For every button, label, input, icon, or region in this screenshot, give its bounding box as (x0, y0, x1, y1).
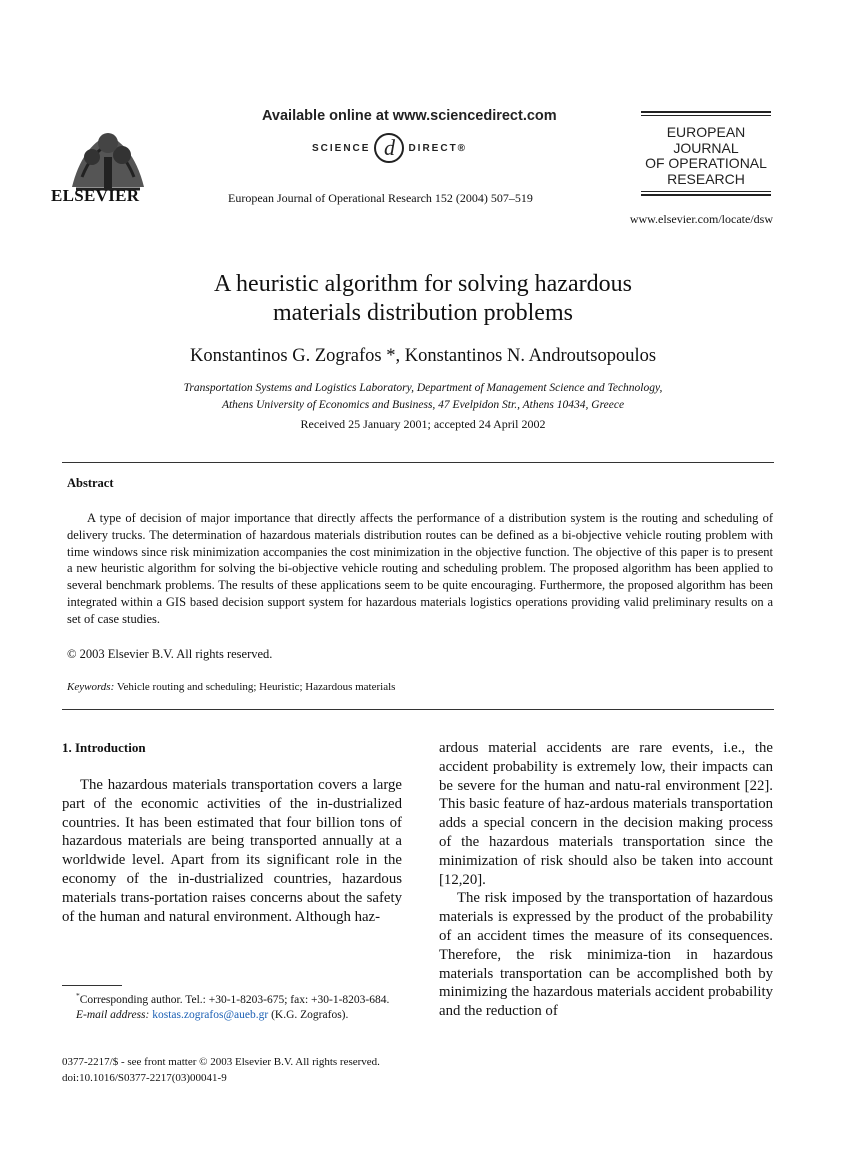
journal-reference: European Journal of Operational Research 152 (2004) 507–519 (228, 191, 533, 205)
paragraph: ardous material accidents are rare events, i.e., the accident probability is extremely low, their impacts can be severe for the human and natu-ral environment [22]. This basic feature of haz-ardous materials transportation adds a special concern in the decision making process of the hazardous materials transportation since the minimization of risk should also be taken into account [12,20]. (439, 740, 773, 888)
keywords (67, 681, 395, 693)
divider (62, 709, 774, 710)
logo-bar (641, 194, 771, 196)
journal-logo-line: JOURNAL (673, 139, 739, 156)
keywords-label: Keywords: (67, 681, 115, 693)
paragraph: The risk imposed by the transportation of hazardous materials is expressed by the product of the probability of an accident times the measure of its consequences. Therefore, the risk minimiza-tion in hazardous materials transportation can be accomplished both by minimizing the hazardous materials accident probability and the reduction of (439, 890, 773, 1020)
divider (62, 462, 774, 463)
email-owner: (K.G. Zografos). (271, 1009, 349, 1022)
sd-left-text: SCIENCE (312, 142, 371, 154)
abstract-copyright: © 2003 Elsevier B.V. All rights reserved. (67, 647, 273, 661)
footnote-line (62, 988, 402, 1008)
sd-right-text: DIRECT® (408, 142, 468, 154)
journal-logo-line: OF OPERATIONAL (645, 155, 767, 171)
available-online-text: Available online at www.sciencedirect.com (262, 108, 557, 124)
authors: Konstantinos G. Zografos *, Konstantinos N. Androutsopoulos (189, 346, 657, 366)
article-title (0, 270, 846, 328)
paragraph: The hazardous materials transportation covers a large part of the economic activities of the in-dustrialized countries. It has been estimated that four billion tons of hazardous materials are being transported annually at a worldwide level. Apart from its significant role in the economy of the in-dustrialized countries, hazardous materials trans-portation raises concerns about the safety of the human and natural environment. Although haz- (62, 777, 402, 925)
email-label: E-mail address: (76, 1009, 150, 1022)
journal-url[interactable]: www.elsevier.com/locate/dsw (629, 212, 773, 226)
journal-logo (641, 111, 771, 198)
column-left (62, 776, 402, 926)
front-matter-text: 0377-2217/$ - see front matter © 2003 Elsevier B.V. All rights reserved. (62, 1056, 380, 1068)
publisher-name: ELSEVIER (51, 186, 140, 205)
affiliation-line: Transportation Systems and Logistics Laboratory, Department of Management Science and Technology, (183, 382, 663, 394)
sd-mark-icon: d (374, 133, 404, 163)
footnote-text: Corresponding author. Tel.: +30-1-8203-675; fax: +30-1-8203-684. (79, 993, 390, 1006)
section-heading: 1. Introduction (62, 740, 146, 755)
logo-bar (641, 191, 771, 192)
footnote-marker: * (76, 991, 80, 1000)
journal-logo-line: RESEARCH (667, 170, 745, 187)
affiliation-line: Athens University of Economics and Business, 47 Evelpidon Str., Athens 10434, Greece (221, 399, 625, 411)
title-line: A heuristic algorithm for solving hazardous (214, 271, 632, 297)
logo-bar (641, 111, 771, 113)
affiliation (0, 380, 846, 414)
footnote (62, 988, 402, 1024)
sciencedirect-logo (312, 133, 467, 163)
footer (62, 1054, 380, 1086)
title-line: materials distribution problems (273, 300, 573, 326)
keywords-list: Vehicle routing and scheduling; Heuristic; Hazardous materials (116, 681, 396, 693)
logo-bar (641, 115, 771, 116)
column-right (439, 739, 773, 1021)
footnote-rule (62, 985, 122, 986)
email-link[interactable]: kostas.zografos@aueb.gr (152, 1009, 269, 1022)
doi-text: doi:10.1016/S0377-2217(03)00041-9 (62, 1072, 227, 1084)
journal-logo-line: EUROPEAN (666, 124, 746, 140)
abstract-heading: Abstract (67, 476, 114, 490)
journal-logo-title (641, 118, 771, 191)
abstract-text: A type of decision of major importance that directly affects the performance of a distribution system is the routing and scheduling of delivery trucks. The determination of hazardous materials distribution routes can be defined as a bi-objective vehicle routing problem with time windows since risk minimization accompanies the cost minimization in the objective function. The objective of this paper is to present a new heuristic algorithm for solving the bi-objective vehicle routing and scheduling problem. The proposed algorithm has been applied to several benchmark problems. The results of these applications seem to be quite encouraging. Furthermore, the proposed algorithm has been integrated within a GIS based decision support system for hazardous materials logistics operations providing valid preliminary results on a set of case studies. (67, 511, 773, 626)
footnote-email-line (62, 1008, 402, 1024)
received-dates: Received 25 January 2001; accepted 24 April 2002 (300, 417, 546, 431)
